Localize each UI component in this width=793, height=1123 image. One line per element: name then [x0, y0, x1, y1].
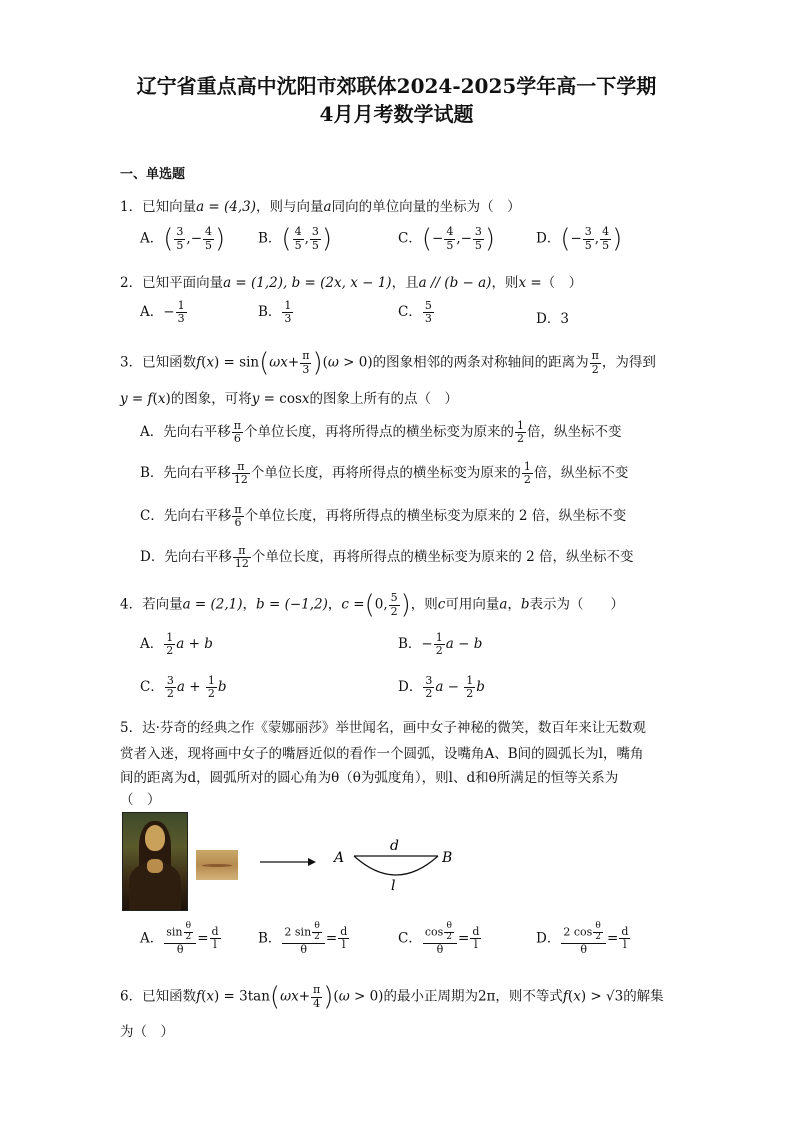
- q5-option-b[interactable]: B． 2 sin $\frac{\theta}{2}$ θ = $\frac{d}{l}$: [258, 921, 348, 956]
- q1-stem: 1．已知向量a = (4,3)，则与向量a同向的单位向量的坐标为（ ）: [120, 199, 521, 215]
- exam-title-line2: 4月月考数学试题: [319, 102, 474, 126]
- point-a-label: A: [334, 850, 345, 866]
- q4-option-c[interactable]: C． $\frac{3}{2}$ a + $\frac{1}{2}$ b: [140, 674, 227, 701]
- q1-option-c[interactable]: C．(− $\frac{4}{5}$ ,− $\frac{3}{5}$ ): [398, 224, 496, 254]
- q4-option-b[interactable]: B．− $\frac{1}{2}$ a − b: [398, 631, 483, 658]
- q6-stem-line2: 为（ ）: [120, 1024, 174, 1040]
- arc-curve: [354, 856, 438, 875]
- exam-title-line1: 辽宁省重点高中沈阳市郊联体2024-2025学年高一下学期: [136, 74, 657, 98]
- section-heading: 一、单选题: [120, 167, 186, 182]
- arrow-head: [308, 858, 316, 866]
- point-b-label: B: [442, 850, 453, 866]
- chord-label: d: [390, 838, 399, 854]
- q2-option-a[interactable]: A．− $\frac{1}{3}$: [140, 299, 185, 326]
- q4-stem: 4．若向量a = (2,1)，b = (−1,2)，c =(0, $\frac{5}{2}$ )，则c可用向量a，b表示为（ ）: [120, 590, 625, 620]
- q3-option-d[interactable]: D．先向右平移 $\frac{\pi}{12}$ 个单位长度，再将所得点的横坐标变为原来的 2 倍，纵坐标不变: [140, 544, 634, 571]
- q3-option-c[interactable]: C．先向右平移 $\frac{\pi}{6}$ 个单位长度，再将所得点的横坐标变为原来的 2 倍，纵坐标不变: [140, 503, 627, 530]
- q3-stem-line2: y = f(x)的图象，可将y = cosx的图象上所有的点（ ）: [120, 391, 459, 407]
- q2-stem: 2．已知平面向量a = (1,2), b = (2x, x − 1)，且a // (b − a)，则x =（ ）: [120, 275, 583, 291]
- q5-stem-line2: 赏者入迷，现将画中女子的嘴唇近似的看作一个圆弧，设嘴角A、B间的圆弧长为l，嘴角: [120, 746, 644, 762]
- q5-stem-line4: （ ）: [120, 792, 161, 808]
- q2-option-b[interactable]: B． $\frac{1}{3}$: [258, 299, 292, 326]
- q5-option-d[interactable]: D． 2 cos $\frac{\theta}{2}$ θ = $\frac{d}{l}$: [536, 921, 629, 956]
- mona-lisa-image: [122, 812, 188, 911]
- q3-option-b[interactable]: B．先向右平移 $\frac{\pi}{12}$ 个单位长度，再将所得点的横坐标变为原来的 $\frac{1}{2}$ 倍，纵坐标不变: [140, 460, 629, 487]
- lips-closeup-image: [196, 850, 238, 880]
- q2-option-c[interactable]: C． $\frac{5}{3}$: [398, 299, 432, 326]
- q4-option-a[interactable]: A． $\frac{1}{2}$ a + b: [140, 631, 213, 658]
- q5-stem-line1: 5．达·芬奇的经典之作《蒙娜丽莎》举世闻名，画中女子神秘的微笑，数百年来让无数观: [120, 720, 646, 736]
- q5-stem-line3: 间的距离为d，圆弧所对的圆心角为θ（θ为弧度角），则l、d和θ所满足的恒等关系为: [120, 770, 619, 786]
- q5-option-c[interactable]: C． cos $\frac{\theta}{2}$ θ = $\frac{d}{l}$: [398, 921, 480, 956]
- arc-label: l: [391, 878, 396, 894]
- q6-stem-line1: 6．已知函数f(x) = 3tan(ωx+ $\frac{\pi}{4}$ )(ω > 0)的最小正周期为2π，则不等式f(x) > √3的解集: [120, 982, 664, 1012]
- q3-stem-line1: 3．已知函数f(x) = sin(ωx+ $\frac{\pi}{3}$ )(ω > 0)的图象相邻的两条对称轴间的距离为 $\frac{\pi}{2}$ ，为得到: [120, 348, 656, 378]
- q1-option-b[interactable]: B．( $\frac{4}{5}$ , $\frac{3}{5}$ ): [258, 224, 333, 254]
- q4-option-d[interactable]: D． $\frac{3}{2}$ a − $\frac{1}{2}$ b: [398, 674, 485, 701]
- q1-option-a[interactable]: A．( $\frac{3}{5}$ ,− $\frac{4}{5}$ ): [140, 224, 226, 254]
- q2-option-d[interactable]: D．3: [536, 311, 569, 327]
- q5-option-a[interactable]: A． sin $\frac{\theta}{2}$ θ = $\frac{d}{l}$: [140, 921, 219, 956]
- q1-option-d[interactable]: D．(− $\frac{3}{5}$ , $\frac{4}{5}$ ): [536, 224, 623, 254]
- q3-option-a[interactable]: A．先向右平移 $\frac{\pi}{6}$ 个单位长度，再将所得点的横坐标变为原来的 $\frac{1}{2}$ 倍，纵坐标不变: [140, 419, 622, 446]
- arc-diagram: [258, 836, 468, 896]
